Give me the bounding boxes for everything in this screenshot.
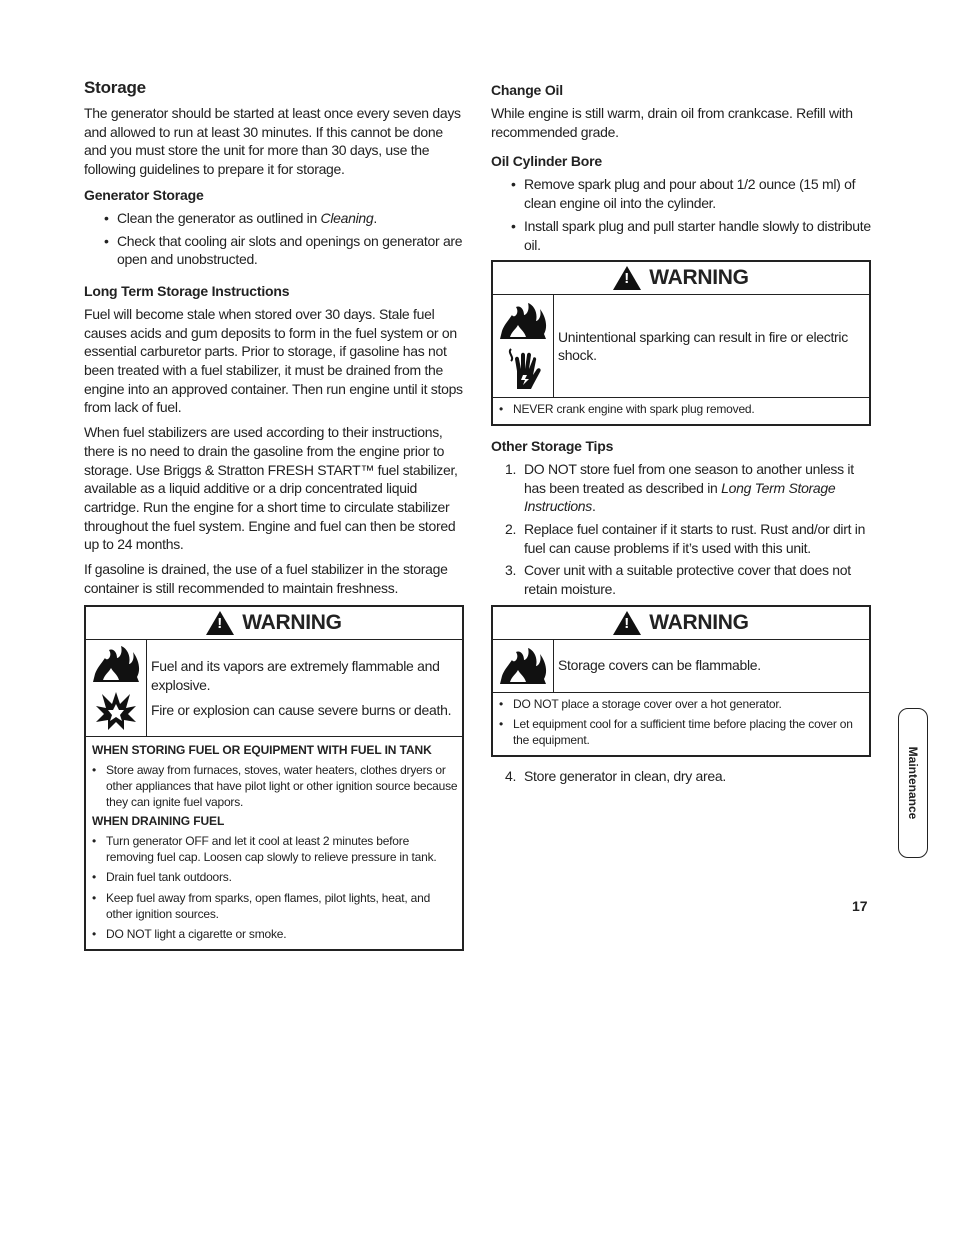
fire-icon xyxy=(89,644,143,684)
long-term-paragraph-1: Fuel will become stale when stored over 30 days. Stale fuel causes acids and gum deposits to form in the fuel system or on essential carburetor parts. Prior to storage, if gasoline has not been treated with a fuel stabilizer, it must be drained from the engine into an approved container. Then run engine until it stops from lack of fuel. xyxy=(84,305,463,416)
list-item: 3. Cover unit with a suitable protective cover that does not retain moisture. xyxy=(505,562,851,598)
change-oil-heading: Change Oil xyxy=(491,82,563,98)
warning-text-2: Fire or explosion can cause severe burns or death. xyxy=(151,701,452,718)
list-item: • Check that cooling air slots and openings on generator are open and unobstructed. xyxy=(84,232,464,269)
list-item: • NEVER crank engine with spark plug removed. xyxy=(497,402,865,418)
warning-subheading: WHEN DRAINING FUEL xyxy=(92,814,225,829)
list-item: 4. Store generator in clean, dry area. xyxy=(505,767,726,784)
change-oil-text: While engine is still warm, drain oil from crankcase. Refill with recommended grade. xyxy=(491,105,853,140)
page-number: 17 xyxy=(852,898,868,914)
list-item: • Clean the generator as outlined in Cleaning. xyxy=(84,209,464,228)
list-item: • Let equipment cool for a sufficient time before placing the cover on the equipment. xyxy=(497,717,865,748)
fire-icon xyxy=(496,301,550,341)
warning-text-1: Fuel and its vapors are extremely flammable and explosive. xyxy=(151,658,440,694)
right-column xyxy=(491,78,871,791)
fire-icon xyxy=(496,646,550,686)
warning-text: Unintentional sparking can result in fire or electric shock. xyxy=(558,328,848,364)
list-item: • Turn generator OFF and let it cool at least 2 minutes before removing fuel cap. Loosen cap slowly to relieve pressure in tank. xyxy=(90,834,458,865)
warning-triangle-icon: ! xyxy=(613,266,641,290)
storage-tips-list xyxy=(491,460,871,599)
list-item: 1. DO NOT store fuel from one season to another unless it has been treated as described in Long Term Storage Instructions. xyxy=(505,460,854,515)
list-item: 2. Replace fuel container if it starts to rust. Rust and/or dirt in fuel can cause problems if it’s used with this unit. xyxy=(505,520,866,556)
explosion-icon xyxy=(94,688,138,732)
list-item: • Remove spark plug and pour about 1/2 ounce (15 ml) of clean engine oil into the cylinder. xyxy=(491,175,871,212)
hazard-icons xyxy=(493,295,554,397)
other-storage-tips-heading: Other Storage Tips xyxy=(491,437,614,454)
hazard-icons xyxy=(86,640,147,736)
spark-warning-box xyxy=(491,260,871,426)
hazard-icons xyxy=(493,640,554,692)
warning-triangle-icon: ! xyxy=(206,611,234,635)
list-item: • Keep fuel away from sparks, open flames, pilot lights, heat, and other ignition sources. xyxy=(90,891,458,922)
storage-tips-list-continued xyxy=(491,767,871,786)
long-term-paragraph-2: When fuel stabilizers are used according to their instructions, there is no need to drain the gasoline from the engine prior to storage. Use Briggs & Stratton FRESH START™ fuel stabilizer, available as a liquid additive or a drip concentrated liquid cartridge. Run the engine for a short time to circulate stabilizer throughout the fuel system. Engine and fuel can then be stored up to 24 months. xyxy=(84,424,458,553)
warning-header: ! WARNING xyxy=(493,262,869,295)
list-item: • Store away from furnaces, stoves, water heaters, clothes dryers or other appliances that have pilot light or other ignition source because they can ignite fuel vapors. xyxy=(90,763,458,810)
list-item: • Drain fuel tank outdoors. xyxy=(90,870,458,886)
cover-warning-box xyxy=(491,605,871,757)
maintenance-section-tab: Maintenance xyxy=(898,708,928,858)
long-term-storage-heading: Long Term Storage Instructions xyxy=(84,282,290,299)
storage-heading: Storage xyxy=(84,78,146,97)
list-item: • DO NOT light a cigarette or smoke. xyxy=(90,927,458,943)
electric-shock-icon xyxy=(501,345,545,391)
warning-triangle-icon: ! xyxy=(613,611,641,635)
left-column xyxy=(84,78,464,961)
list-item: • Install spark plug and pull starter handle slowly to distribute oil. xyxy=(491,217,871,254)
warning-subheading: WHEN STORING FUEL OR EQUIPMENT WITH FUEL IN TANK xyxy=(92,743,432,758)
warning-header: ! WARNING xyxy=(86,607,462,640)
generator-storage-heading: Generator Storage xyxy=(84,186,204,203)
long-term-paragraph-3: If gasoline is drained, the use of a fuel stabilizer in the storage container is still recommended to maintain freshness. xyxy=(84,561,448,596)
warning-text: Storage covers can be flammable. xyxy=(558,657,761,674)
cylinder-list xyxy=(491,175,871,254)
list-item: • DO NOT place a storage cover over a hot generator. xyxy=(497,697,865,713)
storage-intro: The generator should be started at least once every seven days and allowed to run at least 30 minutes. If this cannot be done and you must store the unit for more than 30 days, use the following guidelines to prepare it for storage. xyxy=(84,105,461,178)
generator-storage-list xyxy=(84,209,464,269)
warning-header: ! WARNING xyxy=(493,607,869,640)
oil-cylinder-bore-heading: Oil Cylinder Bore xyxy=(491,153,602,170)
fuel-warning-box xyxy=(84,605,464,950)
